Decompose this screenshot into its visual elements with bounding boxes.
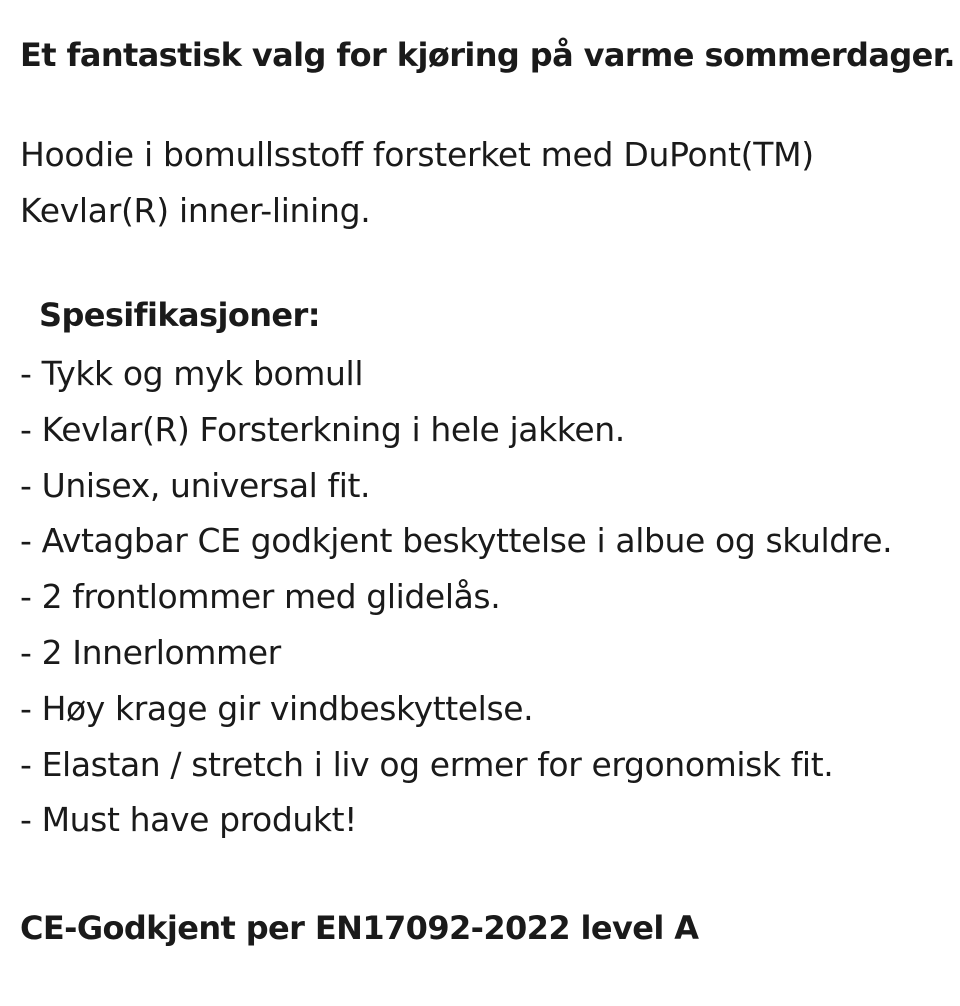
certification-note: CE-Godkjent per EN17092-2022 level A: [20, 909, 699, 947]
spec-item: - 2 Innerlommer: [20, 632, 281, 672]
spec-item: - 2 frontlommer med glidelås.: [20, 577, 501, 617]
specs-heading: Spesifikasjoner:: [39, 296, 320, 334]
intro-line: Kevlar(R) inner-lining.: [20, 191, 371, 230]
intro-line: Hoodie i bomullsstoff forsterket med DuPont(TM): [20, 135, 814, 174]
spec-item: - Avtagbar CE godkjent beskyttelse i albue og skuldre.: [20, 521, 893, 561]
spec-list: [20, 346, 892, 848]
spec-item: - Høy krage gir vindbeskyttelse.: [20, 688, 534, 728]
headline: Et fantastisk valg for kjøring på varme sommerdager.: [20, 36, 955, 74]
intro-paragraph: [20, 127, 814, 239]
spec-item: - Elastan / stretch i liv og ermer for ergonomisk fit.: [20, 744, 834, 784]
spec-item: - Unisex, universal fit.: [20, 465, 371, 505]
spec-item: - Tykk og myk bomull: [20, 354, 364, 393]
spec-item: - Kevlar(R) Forsterkning i hele jakken.: [20, 409, 625, 449]
spec-item: - Must have produkt!: [20, 800, 357, 840]
